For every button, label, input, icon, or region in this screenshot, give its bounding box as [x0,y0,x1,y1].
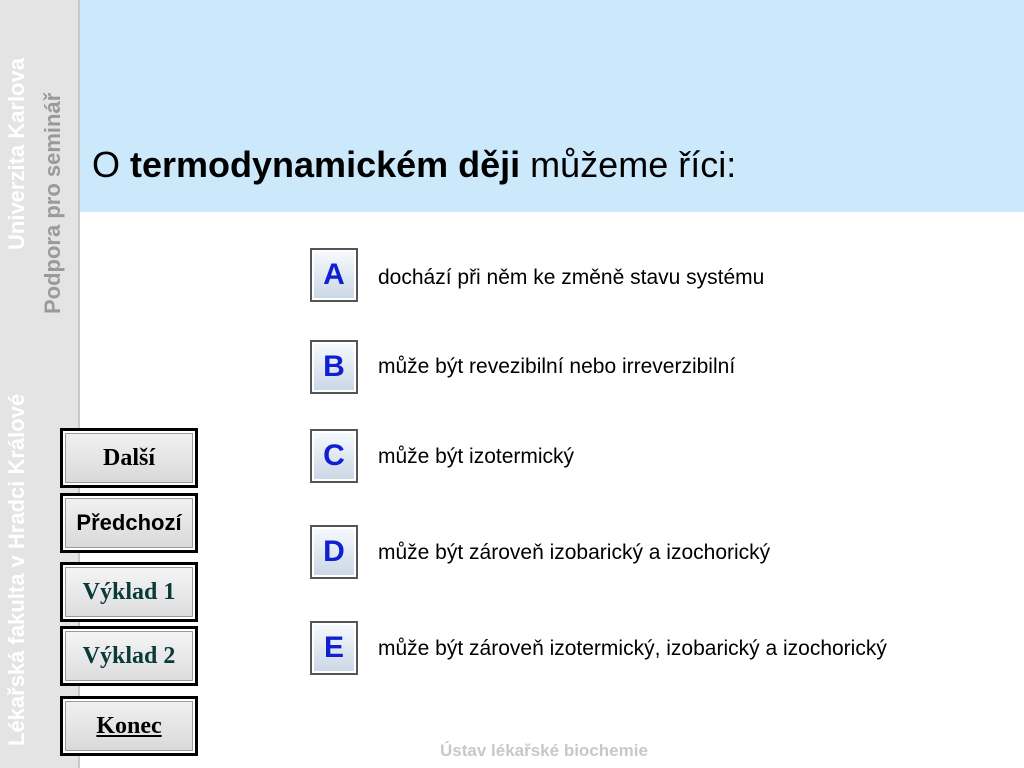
lecture-2-button-label: Výklad 2 [82,642,176,669]
option-a-text: dochází při něm ke změně stavu systému [378,266,765,289]
next-button[interactable] [60,428,198,488]
faculty-label: Lékařská fakulta v Hradci Králové [4,393,29,746]
next-button-label: Další [102,444,155,471]
footer-label: Ústav lékařské biochemie [440,741,648,760]
option-a-button[interactable] [310,248,358,302]
university-label: Univerzita Karlova [4,58,29,250]
option-d-text: může být zároveň izobarický a izochorický [378,541,771,564]
previous-button[interactable] [60,493,198,553]
option-b-button[interactable] [310,340,358,394]
option-d-button[interactable] [310,525,358,579]
end-button-label: Konec [96,712,162,739]
option-d-letter: D [323,535,345,568]
title-bold: termodynamickém ději [130,144,521,185]
title-prefix: O [92,144,131,185]
title-suffix: můžeme říci: [520,144,737,185]
option-e-letter: E [323,631,344,664]
lecture-2-button[interactable] [60,626,198,686]
end-button[interactable] [60,696,198,756]
support-label: Podpora pro seminář [40,92,65,314]
option-c-text: může být izotermický [378,445,575,468]
option-c-letter: C [323,439,345,472]
option-e-text: může být zároveň izotermický, izobarický a izochorický [378,637,887,660]
previous-button-label: Předchozí [76,510,182,535]
option-e-button[interactable] [310,621,358,675]
option-a-letter: A [323,258,345,291]
option-c-button[interactable] [310,429,358,483]
lecture-1-button-label: Výklad 1 [82,578,176,605]
option-b-letter: B [323,350,345,383]
lecture-1-button[interactable] [60,562,198,622]
option-b-text: může být revezibilní nebo irreverzibilní [378,355,736,378]
page-title [92,144,736,186]
